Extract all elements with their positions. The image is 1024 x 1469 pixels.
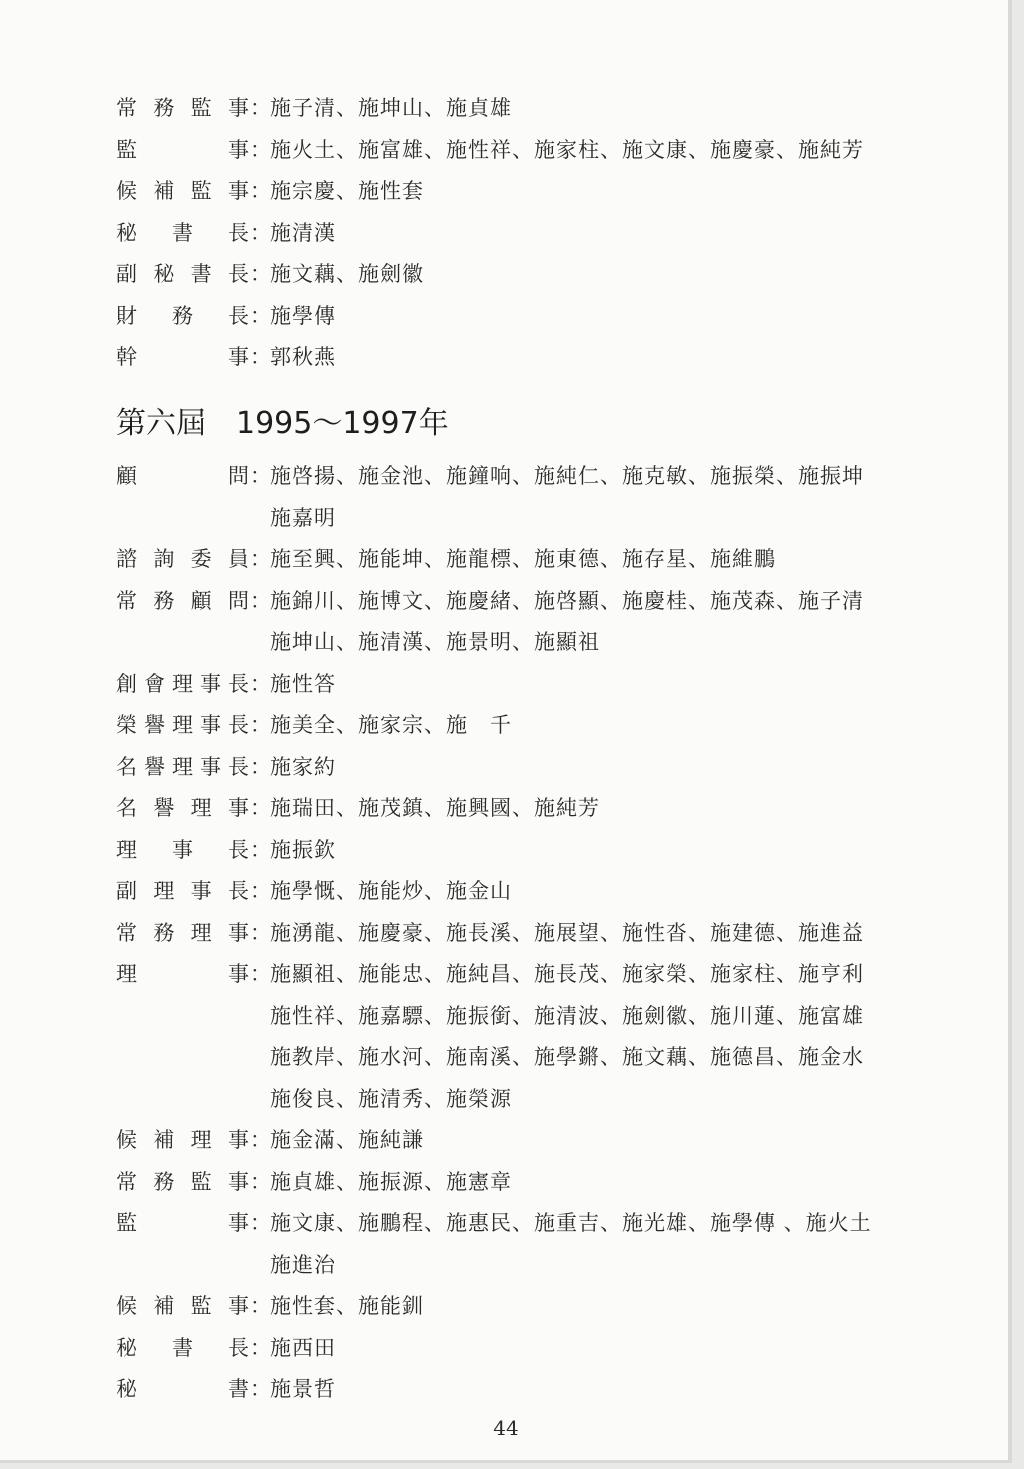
colon-separator: ： [250, 837, 272, 862]
colon-separator: ： [250, 179, 272, 203]
member-names: 施火土、施富雄、施性祥、施家柱、施文康、施慶豪、施純芳 [270, 137, 864, 162]
role-row-continuation [116, 1245, 976, 1287]
colon-separator: ： [250, 796, 272, 820]
role-row [116, 830, 976, 872]
colon-separator: ： [250, 920, 272, 945]
colon-separator: ： [250, 303, 272, 328]
member-names: 施清漢 [270, 220, 336, 245]
role-row [116, 871, 976, 913]
member-names: 施家約 [270, 754, 336, 779]
role-row [116, 88, 976, 130]
committee-list-sixth-term [116, 456, 976, 1411]
colon-separator [250, 1079, 270, 1121]
section-heading [116, 398, 449, 442]
role-row [116, 130, 976, 172]
role-label: 副 秘 書 長 [116, 262, 250, 286]
role-row [116, 539, 976, 581]
role-row [116, 788, 976, 830]
role-label: 副 理 事 長 [116, 879, 250, 903]
role-label: 常 務 理 事 [116, 920, 250, 945]
member-names: 施金滿、施純謙 [270, 1128, 424, 1152]
member-names: 施學慨、施能炒、施金山 [270, 879, 512, 903]
member-names: 施學傳 [270, 303, 336, 328]
colon-separator [250, 498, 270, 540]
colon-separator: ： [250, 1128, 272, 1152]
page-number: 44 [493, 1416, 519, 1440]
colon-separator [250, 1245, 270, 1287]
colon-separator: ： [250, 96, 272, 120]
colon-separator: ： [250, 137, 272, 162]
member-names: 施文藕、施劍徽 [270, 262, 424, 286]
member-names: 施俊良、施清秀、施榮源 [270, 1086, 512, 1111]
role-label [116, 1245, 250, 1287]
role-row [116, 747, 976, 789]
colon-separator: ： [250, 1377, 272, 1401]
colon-separator: ： [250, 1169, 272, 1194]
role-row [116, 1203, 976, 1245]
member-names: 施宗慶、施性套 [270, 179, 424, 203]
member-names: 施貞雄、施振源、施憲章 [270, 1169, 512, 1194]
role-label: 諮 詢 委 員 [116, 547, 250, 571]
member-names: 施美全、施家宗、施 千 [270, 713, 512, 737]
colon-separator: ： [250, 879, 272, 903]
role-label: 理 事 [116, 962, 250, 986]
member-names: 施湧龍、施慶豪、施長溪、施展望、施性沓、施建德、施進益 [270, 920, 864, 945]
colon-separator: ： [250, 262, 272, 286]
member-names: 施顯祖、施能忠、施純昌、施長茂、施家榮、施家柱、施亨利 [270, 962, 864, 986]
role-row-continuation [116, 1079, 976, 1121]
colon-separator: ： [250, 713, 272, 737]
member-names: 施性祥、施嘉驃、施振銜、施清波、施劍徽、施川蓮、施富雄 [270, 1003, 864, 1028]
member-names: 施至興、施能坤、施龍標、施東德、施存星、施維鵬 [270, 547, 776, 571]
role-row-continuation [116, 622, 976, 664]
role-row [116, 1369, 976, 1411]
role-label [116, 498, 250, 540]
role-label: 財 務 長 [116, 303, 250, 328]
role-label: 創 會 理 事 長 [116, 671, 250, 696]
role-label: 常 務 監 事 [116, 96, 250, 120]
role-label: 顧 問 [116, 464, 250, 488]
role-label: 監 事 [116, 137, 250, 162]
role-row [116, 213, 976, 255]
colon-separator: ： [250, 345, 272, 369]
member-names: 施瑞田、施茂鎮、施興國、施純芳 [270, 796, 600, 820]
role-label: 常 務 監 事 [116, 1169, 250, 1194]
member-names: 施進治 [270, 1252, 336, 1277]
term-years: 1995～1997年 [236, 406, 449, 441]
colon-separator [250, 1037, 270, 1079]
member-names: 施振欽 [270, 837, 336, 862]
colon-separator: ： [250, 1335, 272, 1360]
colon-separator: ： [250, 1294, 272, 1318]
role-label: 秘 書 [116, 1377, 250, 1401]
member-names: 施性答 [270, 671, 336, 696]
role-label [116, 1037, 250, 1079]
role-row [116, 337, 976, 379]
colon-separator: ： [250, 588, 272, 613]
role-row [116, 1286, 976, 1328]
role-label: 監 事 [116, 1211, 250, 1235]
member-names: 施嘉明 [270, 505, 336, 530]
role-row [116, 1120, 976, 1162]
role-row [116, 954, 976, 996]
member-names: 施性套、施能釧 [270, 1294, 424, 1318]
role-row-continuation [116, 996, 976, 1038]
role-label: 秘 書 長 [116, 1335, 250, 1360]
role-label: 理 事 長 [116, 837, 250, 862]
role-label [116, 622, 250, 664]
term-label: 第六屆 [116, 406, 206, 441]
committee-list-previous-term [116, 88, 976, 379]
member-names: 施坤山、施清漢、施景明、施顯祖 [270, 630, 600, 654]
role-label: 秘 書 長 [116, 220, 250, 245]
role-label: 候 補 監 事 [116, 179, 250, 203]
colon-separator: ： [250, 547, 272, 571]
role-label: 榮 譽 理 事 長 [116, 713, 250, 737]
role-row [116, 664, 976, 706]
colon-separator [250, 996, 270, 1038]
role-row [116, 705, 976, 747]
member-names: 施教岸、施水河、施南溪、施學鏘、施文藕、施德昌、施金水 [270, 1045, 864, 1069]
role-row-continuation [116, 498, 976, 540]
role-label [116, 996, 250, 1038]
colon-separator [250, 622, 270, 664]
role-label: 名 譽 理 事 [116, 796, 250, 820]
colon-separator: ： [250, 754, 272, 779]
role-label: 常 務 顧 問 [116, 588, 250, 613]
role-row [116, 254, 976, 296]
role-label: 幹 事 [116, 345, 250, 369]
role-row [116, 296, 976, 338]
member-names: 施文康、施鵬程、施惠民、施重吉、施光雄、施學傳 、施火土 [270, 1211, 872, 1235]
role-row [116, 913, 976, 955]
role-label: 候 補 監 事 [116, 1294, 250, 1318]
member-names: 施啓揚、施金池、施鐘响、施純仁、施克敏、施振榮、施振坤 [270, 464, 864, 488]
member-names: 施景哲 [270, 1377, 336, 1401]
role-row [116, 581, 976, 623]
member-names: 施錦川、施博文、施慶緒、施啓顯、施慶桂、施茂森、施子清 [270, 588, 864, 613]
colon-separator: ： [250, 464, 272, 488]
role-row [116, 1162, 976, 1204]
role-row [116, 1328, 976, 1370]
role-label: 候 補 理 事 [116, 1128, 250, 1152]
colon-separator: ： [250, 671, 272, 696]
role-row [116, 171, 976, 213]
member-names: 施西田 [270, 1335, 336, 1360]
colon-separator: ： [250, 220, 272, 245]
member-names: 郭秋燕 [270, 345, 336, 369]
role-label [116, 1079, 250, 1121]
colon-separator: ： [250, 1211, 272, 1235]
role-row [116, 456, 976, 498]
role-row-continuation [116, 1037, 976, 1079]
member-names: 施子清、施坤山、施貞雄 [270, 96, 512, 120]
role-label: 名 譽 理 事 長 [116, 754, 250, 779]
colon-separator: ： [250, 962, 272, 986]
